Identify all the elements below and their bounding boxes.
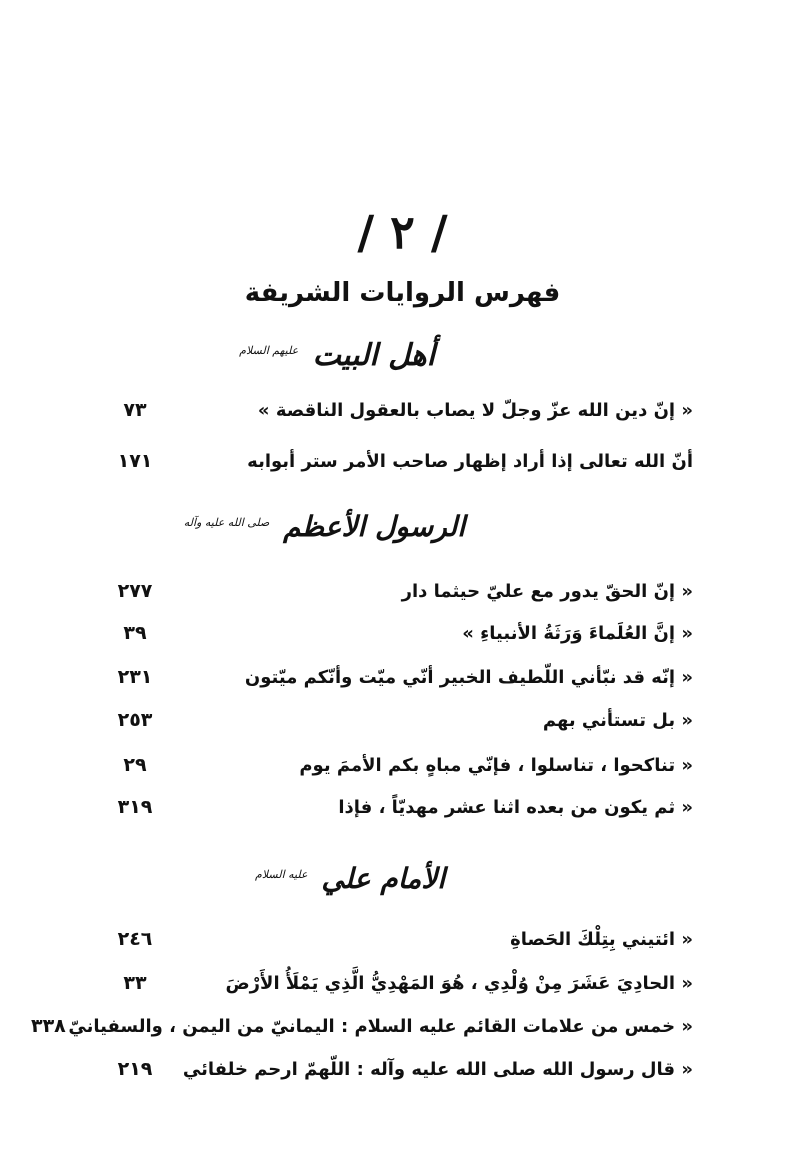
entry-text: « ائتيني بِتِلْكَ الحَصاةِ — [510, 928, 693, 950]
index-entry — [115, 617, 693, 649]
entry-text: « ثم يكون من بعده اثنا عشر مهديّاً ، فإذا — [338, 796, 693, 818]
entry-page: ٣٩ — [123, 622, 147, 644]
entry-page: ٢٤٦ — [117, 928, 153, 950]
entry-text: « الحادِيَ عَشَرَ مِنْ وُلْدِي ، هُوَ المَهْدِيُّ الَّذِي يَمْلَأُ الأَرْضَ — [225, 972, 693, 994]
index-entry — [115, 791, 693, 823]
section-heading-imam-ali — [255, 862, 445, 895]
section-heading-honorific: صلى الله عليه وآله — [183, 515, 270, 529]
entry-text: أنّ الله تعالى إذا أراد إظهار صاحب الأمر ستر أبوابه — [247, 450, 693, 472]
entry-page: ٢٥٣ — [117, 709, 153, 731]
entry-text: « إنَّ العُلَماءَ وَرَثَةُ الأنبياءِ » — [462, 622, 693, 644]
entry-text: « قال رسول الله صلى الله عليه وآله : اللّهمّ ارحم خلفائي — [182, 1058, 693, 1080]
entry-page: ٢٣١ — [117, 666, 153, 688]
entry-page: ٢٩ — [123, 754, 147, 776]
index-entry — [115, 1053, 693, 1085]
page-number: / ٢ / — [357, 205, 448, 259]
index-entry — [115, 923, 693, 955]
index-entry — [30, 1010, 693, 1042]
entry-page: ١٧١ — [117, 450, 153, 472]
section-heading-text: الأمام علي — [321, 862, 445, 895]
index-entry — [115, 967, 693, 999]
section-heading-honorific: عليه السلام — [255, 867, 308, 881]
entry-text: « تناكحوا ، تناسلوا ، فإنّي مباهٍ بكم الأممَ يوم — [299, 754, 693, 776]
section-heading-ahl-al-bayt — [239, 338, 435, 373]
section-heading-text: الرسول الأعظم — [283, 510, 465, 543]
index-entry — [115, 749, 693, 781]
entry-page: ٢٧٧ — [117, 580, 153, 602]
index-entry — [115, 704, 693, 736]
entry-text: « إنّه قد نبّأني اللّطيف الخبير أنّي ميّت وأنّكم ميّتون — [244, 666, 693, 688]
entry-page: ٧٣ — [123, 399, 147, 421]
index-entry — [115, 575, 693, 607]
entry-text: « إنّ الحقّ يدور مع عليّ حيثما دار — [401, 580, 693, 602]
index-entry — [115, 394, 693, 426]
entry-page: ٣٣ — [123, 972, 147, 994]
index-entry — [115, 445, 693, 477]
entry-page: ٢١٩ — [117, 1058, 153, 1080]
section-heading-honorific: عليهم السلام — [239, 344, 299, 357]
entry-text: « بل تستأني بهم — [542, 709, 693, 731]
entry-page: ٣٣٨ — [30, 1015, 66, 1037]
section-heading-al-rasul — [184, 510, 465, 543]
index-entry — [115, 661, 693, 693]
entry-page: ٣١٩ — [117, 796, 153, 818]
page-title: فهرس الروايات الشريفة — [244, 278, 561, 308]
section-heading-text: أهل البيت — [312, 338, 435, 373]
entry-text: « إنّ دين الله عزّ وجلّ لا يصاب بالعقول الناقصة » — [257, 399, 693, 421]
entry-text: « خمس من علامات القائم عليه السلام : اليمانيّ من اليمن ، والسفيانيّ — [68, 1015, 693, 1037]
